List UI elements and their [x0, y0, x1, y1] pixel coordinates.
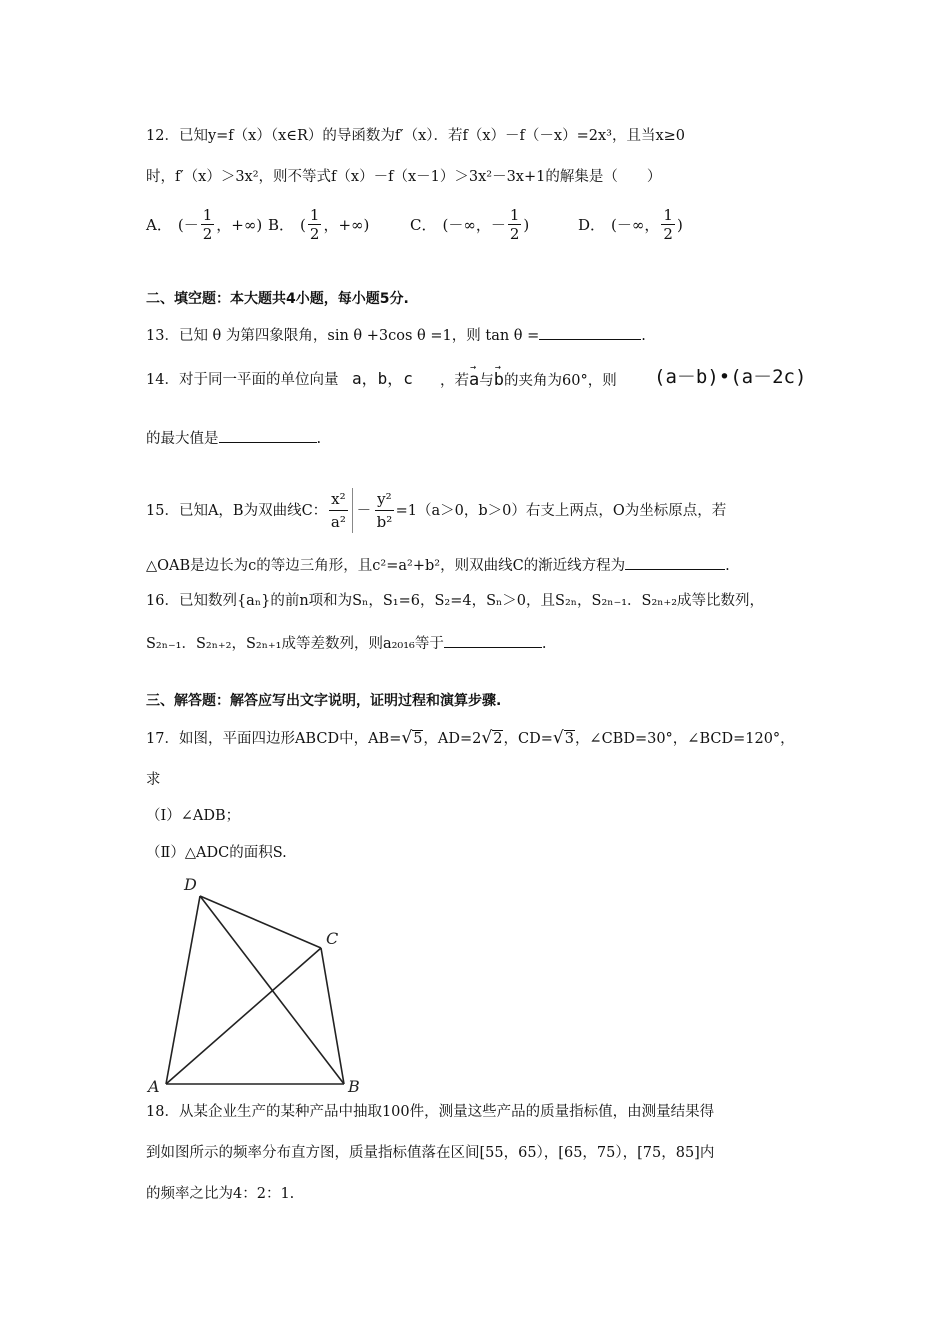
quadrilateral-figure: [140, 872, 370, 1094]
q12-option-b: [268, 206, 369, 243]
edge-bc: [321, 948, 344, 1084]
label-b: B: [348, 1077, 360, 1094]
q16-answer-blank[interactable]: [444, 633, 542, 648]
q16-line2: S₂ₙ₋₁．S₂ₙ₊₂，S₂ₙ₊₁成等差数列，则a₂₀₁₆等于 .: [146, 633, 546, 654]
hyperbola-term-y: $\frac{\text{y²}}{\text{b²}}$: [376, 490, 393, 531]
section3-heading: 三、解答题：解答应写出文字说明，证明过程和演算步骤.: [146, 693, 502, 709]
q18-line1: 18．从某企业生产的某种产品中抽取100件，测量这些产品的质量指标值，由测量结果得: [146, 1104, 715, 1120]
edge-cd: [200, 896, 321, 948]
q16-line1: 16．已知数列{aₙ}的前n项和为Sₙ，S₁=6，S₂=4，Sₙ＞0，且S₂ₙ，S₂ₙ₋₁．S₂ₙ₊₂成等比数列，: [146, 593, 765, 609]
q12-option-d: [578, 206, 683, 243]
q17-line2: 求: [146, 772, 161, 788]
q12-line2: 时，f′（x）＞3x²，则不等式f（x）－f（x－1）＞3x²－3x+1的解集是（ ）: [146, 169, 662, 185]
q17-part1: （Ⅰ）∠ADB；: [146, 808, 241, 824]
q15-line1: 15．已知A，B为双曲线C： $\frac{\text{x²}}{\text{a²}}$ － $\frac{\text{y²}}{\text{b²}}$ =1（a＞0，b＞0）右支上两点，O为坐标原点，若: [146, 490, 727, 531]
q14-text: 14．对于同一平面的单位向量: [146, 372, 339, 388]
q14-expression: (a－b)•(a－2c): [654, 366, 807, 388]
q17-part2: （Ⅱ）△ADC的面积S.: [146, 845, 287, 861]
option-a-expr: (－ $\frac{1}{2}$ ，+∞): [177, 206, 263, 243]
sqrt-symbol: √: [401, 728, 413, 748]
section2-heading: 二、填空题：本大题共4小题，每小题5分.: [146, 291, 409, 307]
q13-text: 13．已知 θ 为第四象限角，sin θ +3cos θ =1，则 tan θ = .: [146, 325, 646, 346]
q18-line2: 到如图所示的频率分布直方图，质量指标值落在区间[55，65），[65，75），[75，85]内: [146, 1145, 715, 1161]
diagonal-ac: [166, 948, 321, 1084]
q15-line2: △OAB是边长为c的等边三角形，且c²=a²+b²，则双曲线C的渐近线方程为 .: [146, 555, 730, 576]
option-d-expr: (－∞， $\frac{1}{2}$ ): [611, 206, 683, 243]
q15-answer-blank[interactable]: [625, 555, 725, 570]
option-b-expr: ( $\frac{1}{2}$ ，+∞): [300, 206, 370, 243]
option-d-label: D．: [578, 216, 606, 234]
option-a-label: A．: [146, 216, 172, 234]
q14-answer-blank[interactable]: [219, 428, 317, 443]
option-b-label: B．: [268, 216, 295, 234]
q13-answer-blank[interactable]: [539, 325, 641, 340]
q18-line3: 的频率之比为4：2：1.: [146, 1186, 295, 1202]
q14-vectors: a，b，c: [352, 369, 413, 388]
sqrt-symbol: √: [481, 728, 493, 748]
hyperbola-term-x: $\frac{\text{x²}}{\text{a²}}$: [329, 488, 352, 533]
q12-option-a: [146, 206, 262, 243]
q12-option-c: [410, 206, 529, 243]
vector-b: → b: [494, 370, 504, 390]
option-c-expr: (－∞，－ $\frac{1}{2}$ ): [442, 206, 530, 243]
q14-mid: ，若→ a与→ b的夹角为60°，则: [440, 370, 617, 391]
q12-line1: 12．已知y=f（x）（x∈R）的导函数为f′（x）．若f（x）－f（－x）=2x³，且当x≥0: [146, 128, 686, 144]
q14-line2: 的最大值是 .: [146, 428, 321, 449]
option-c-label: C．: [410, 216, 437, 234]
label-a: A: [148, 1077, 160, 1094]
sqrt-symbol: √: [552, 728, 564, 748]
edge-da: [166, 896, 200, 1084]
label-c: C: [326, 929, 339, 948]
q17-line1: 17．如图，平面四边形ABCD中，AB=√5，AD=2√2，CD=√3，∠CBD=30°，∠BCD=120°，: [146, 728, 795, 748]
label-d: D: [184, 875, 197, 894]
vector-a: → a: [469, 370, 479, 390]
